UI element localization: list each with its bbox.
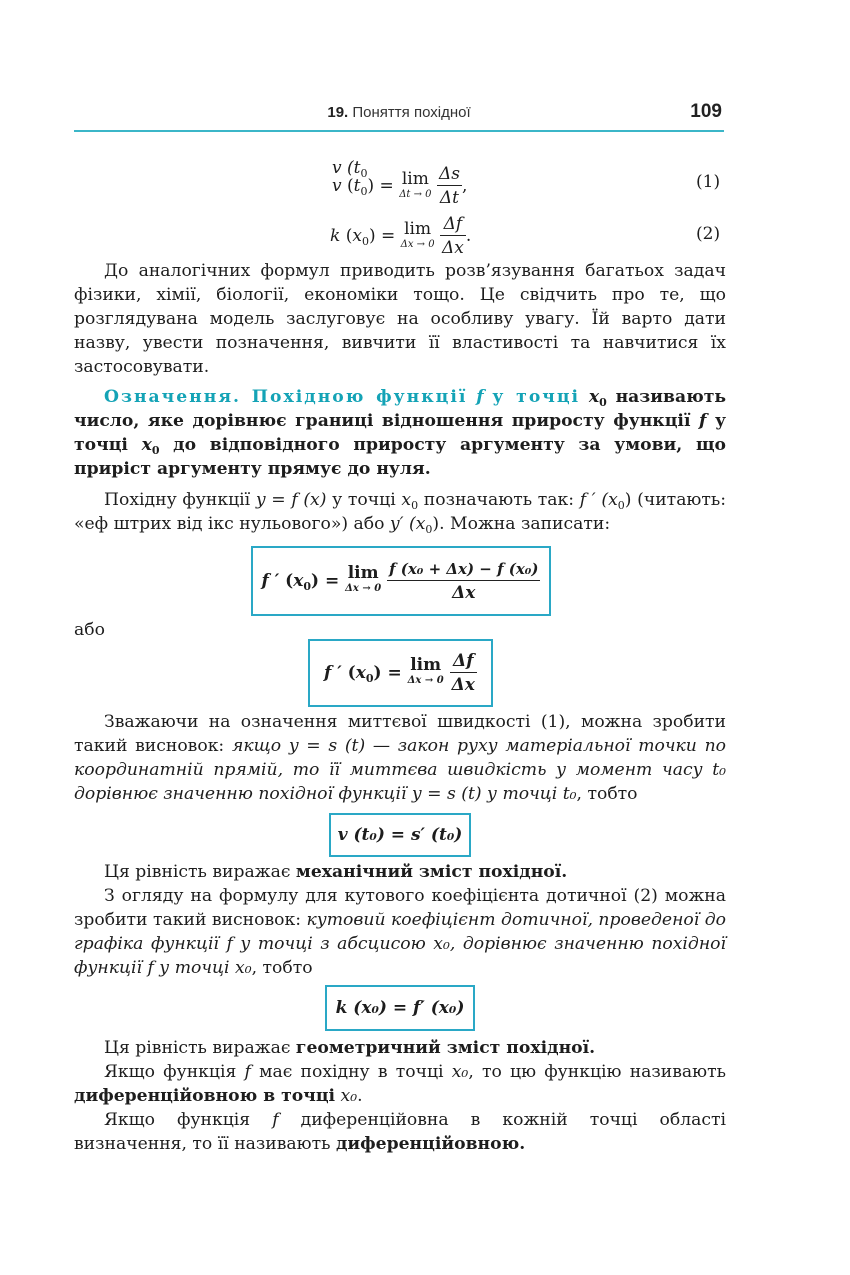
- eq1-num: Δs: [438, 164, 460, 184]
- def-sub2: 0: [151, 444, 160, 457]
- paragraph-3: [74, 710, 726, 806]
- p2-t2: у точці: [332, 490, 396, 510]
- box1-num: f (x₀ + Δx) − f (x₀): [387, 558, 540, 581]
- p5-italic: кутовий коефіцієнт дотичної, проведеної до графіка функції f у точці з абсцисою x₀, дорівнює значенню похідної функції f у точці x₀: [74, 910, 726, 978]
- eq1-number: (1): [696, 172, 721, 192]
- chapter-title: [74, 104, 724, 121]
- def-sub: 0: [599, 396, 607, 409]
- box2-formula: f ′ $(x_0)$ = lim Δx → 0 $\frac{\Delta f}{\Delta x}$: [324, 650, 475, 695]
- eq2-block: k $(x_0)$ = lim Δx → 0 $\frac{\Delta f}{\Delta x}$ .: [330, 214, 472, 258]
- def-x2: x: [141, 435, 152, 455]
- p2-x: x: [401, 490, 412, 510]
- p6-bold: геометричний зміст похідної.: [295, 1038, 596, 1058]
- chapter-title-text: Поняття похідної: [352, 104, 471, 121]
- box1-lim-sub: Δx → 0: [345, 583, 382, 594]
- p7-f: f: [244, 1062, 251, 1082]
- box1-lim: lim Δx → 0: [345, 565, 381, 597]
- eq1-fraction: [437, 163, 462, 210]
- box1-fraction: [387, 558, 540, 605]
- box4-formula: k (x₀) = f′ (x₀): [335, 998, 465, 1018]
- paragraph-6: [74, 1036, 726, 1060]
- p6-t1: Ця рівність виражає: [104, 1038, 291, 1058]
- derivative-definition-box-2: [308, 639, 493, 707]
- p2-sub: 0: [411, 499, 419, 512]
- paragraph-2: Похідну функції y = f (x) у точці $x_0$ позначають так: f ′ $(x_0)$ (читають: «еф штрих від ікс нульового») або y′ $(x_0)$. Можна записати:: [74, 490, 727, 536]
- box2-fraction: [450, 650, 477, 697]
- eq1-lhs: v (t: [332, 158, 361, 178]
- def-f2: f: [699, 411, 707, 431]
- eq1-lim-op: lim Δt → 0: [399, 171, 431, 203]
- p8-t1: Якщо функція: [104, 1110, 251, 1130]
- box3-formula: v (t₀) = s′ (t₀): [337, 825, 463, 845]
- derivative-definition-box-1: [251, 546, 551, 616]
- p2-formula1: y = f (x): [255, 490, 327, 510]
- p3-italic: якщо y = s (t) — закон руху матеріальної точки по координатній прямій, то її миттєва швидкість у момент часу t₀ дорівнює значенню похідної функції y = s (t) у точці t₀: [74, 736, 726, 804]
- p7-x: x₀: [451, 1062, 469, 1082]
- p7-t2: має похідну в точці: [259, 1062, 444, 1082]
- box2-lim: lim Δx → 0: [408, 657, 444, 689]
- paragraph-5: [74, 884, 726, 980]
- paragraph-7: [74, 1060, 726, 1108]
- box2-lim-sub: Δx → 0: [407, 675, 444, 686]
- eq2-den: Δx: [442, 238, 464, 258]
- box2-den: Δx: [451, 674, 475, 695]
- eq2-lim-sub: Δx → 0: [400, 238, 435, 250]
- p5-t2: , тобто: [251, 958, 313, 978]
- eq1-den: Δt: [439, 188, 459, 208]
- def-f: f: [476, 387, 484, 407]
- eq1-sub: 0: [360, 167, 368, 180]
- mechanical-meaning-box: [329, 813, 471, 857]
- p2-formula2: f ′ (x: [579, 490, 618, 510]
- p7-t4: .: [357, 1086, 363, 1106]
- paragraph-1: До аналогічних формул приводить розв’язування багатьох задач фізики, хімії, біології, економіки тощо. Це свідчить про те, що розглядувана модель заслуговує на особливу увагу. Їй варто дати назву, увести позначення, вивчити її властивості та навчитися їх застосовувати.: [74, 261, 726, 377]
- eq1-block: v $(t_0)$ = lim Δt → 0 $\frac{\Delta s}{\Delta t}$ ,: [332, 164, 468, 208]
- p2-formula3: y′ (x: [389, 514, 426, 534]
- p2-t4: (читають: «еф штрих від ікс нульового») або: [74, 490, 727, 534]
- p5-t1: З огляду на формулу для кутового коефіцієнта дотичної (2) можна зробити такий висновок:: [74, 886, 726, 930]
- p7-t1: Якщо функція: [104, 1062, 237, 1082]
- eq1-tail: ,: [461, 176, 468, 196]
- p4-bold: механічний зміст похідної.: [295, 862, 568, 882]
- p8-t2: диференційовна в кожній точці області визначення, то її називають: [74, 1110, 727, 1154]
- eq1-lim-sub: Δt → 0: [399, 188, 432, 200]
- box1-formula: f ′ $(x_0)$ = lim Δx → 0 $\frac{\text{f (x₀ + Δx) − f (x₀)}}{\Delta x}$: [261, 559, 539, 603]
- eq2-fraction: [440, 213, 466, 260]
- or-word: або: [74, 620, 105, 640]
- eq2-lim-op: lim Δx → 0: [401, 221, 435, 253]
- eq2-number: (2): [696, 224, 721, 244]
- p2-t5: Можна записати:: [450, 514, 611, 534]
- p3-t1: Зважаючи на означення миттєвої швидкості (1), можна зробити такий висновок:: [74, 712, 726, 756]
- eq2-tail: .: [465, 226, 472, 246]
- page-header: [74, 100, 724, 132]
- box2-num: Δf: [450, 650, 477, 673]
- geometric-meaning-box: [325, 985, 475, 1031]
- p2-t1: Похідну функції: [104, 490, 251, 510]
- p3-t2: , тобто: [576, 784, 638, 804]
- def-x: x: [588, 387, 600, 407]
- p4-t1: Ця рівність виражає: [104, 862, 291, 882]
- definition-term: Означення. Похідною функції: [104, 387, 468, 407]
- p7-bold: диференційовною в точці: [74, 1086, 336, 1106]
- def-rest2: у точці: [74, 411, 727, 455]
- definition: [74, 385, 726, 481]
- p8-f: f: [272, 1110, 279, 1130]
- def-rest3: до відповідного приросту аргументу за умови, що приріст аргументу прямує до нуля.: [74, 435, 727, 479]
- p8-bold: диференційовною.: [335, 1134, 526, 1154]
- p7-x2: x₀: [340, 1086, 358, 1106]
- def-mid: у точці: [492, 387, 581, 407]
- paragraph-8: [74, 1108, 726, 1156]
- eq2-num: Δf: [440, 213, 466, 236]
- p2-t3: позначають так:: [423, 490, 575, 510]
- box1-den: Δx: [452, 582, 476, 603]
- page-number: 109: [690, 101, 722, 122]
- paragraph-4: [74, 860, 726, 884]
- def-rest1: називають число, яке дорівнює границі відношення приросту функції: [74, 387, 727, 431]
- p7-t3: , то цю функцію називають: [468, 1062, 726, 1082]
- chapter-number: 19.: [327, 104, 349, 121]
